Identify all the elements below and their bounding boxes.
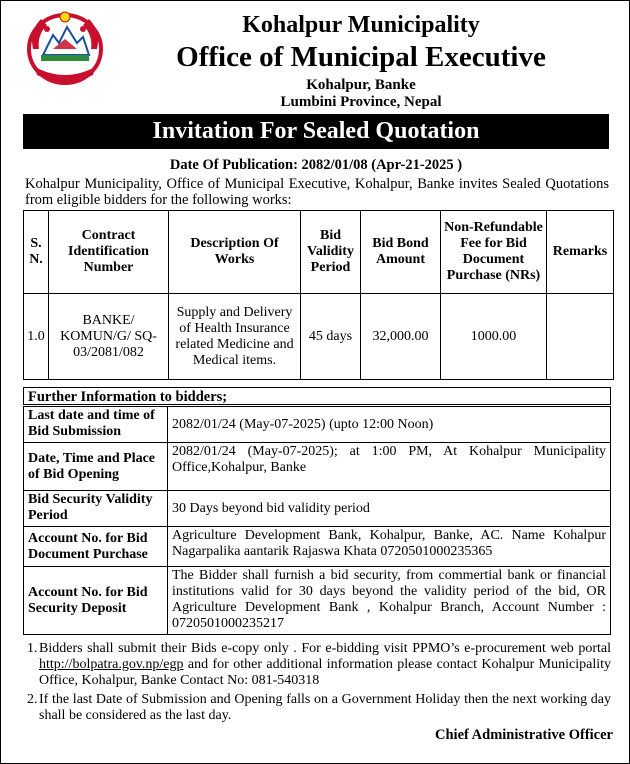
info-value: 30 Days beyond bid validity period — [168, 491, 611, 527]
info-row-submission — [24, 407, 611, 443]
info-label: Account No. for Bid Document Purchase — [24, 527, 168, 567]
table-row — [24, 294, 614, 380]
cell-contract-id: BANKE/ KOMUN/G/ SQ- 03/2081/082 — [49, 294, 169, 380]
info-row-security-validity — [24, 491, 611, 527]
note-text-part: and for other additional information please contact Kohalpur Municipality Office, Kohalpur, Banke Contact No: 081-540318 — [39, 657, 611, 688]
cell-validity: 45 days — [301, 294, 361, 380]
info-row-doc-account — [24, 527, 611, 567]
info-value: 2082/01/24 (May-07-2025) (upto 12:00 Noon) — [168, 407, 611, 443]
info-value: The Bidder shall furnish a bid security, from commertial bank or financial institutions valid for 30 days beyond the validity period of the bid, OR Agriculture Development Bank , Kohalpur Branch, Account Number : 0720501000235217 — [168, 567, 611, 635]
cell-description: Supply and Delivery of Health Insurance related Medicine and Medical items. — [169, 294, 301, 380]
info-value: 2082/01/24 (May-07-2025); at 1:00 PM, At Kohalpur Municipality Office,Kohalpur, Banke — [168, 443, 611, 491]
note-text — [39, 641, 611, 689]
municipality-name: Kohalpur Municipality — [242, 12, 480, 38]
egp-portal-link[interactable]: http://bolpatra.gov.np/egp — [39, 657, 184, 672]
note-item — [27, 692, 611, 724]
publication-date: Date Of Publication: 2082/01/08 (Apr-21-2025 ) — [169, 157, 463, 173]
note-number: 1. — [27, 641, 38, 656]
further-info-heading: Further Information to bidders; — [23, 387, 611, 405]
signatory-title: Chief Administrative Officer — [435, 727, 613, 743]
info-label: Date, Time and Place of Bid Opening — [24, 443, 168, 491]
notes-list — [27, 641, 611, 724]
note-item — [27, 641, 611, 689]
header-fee: Non-Refundable Fee for Bid Document Purchase (NRs) — [441, 211, 547, 294]
info-label: Last date and time of Bid Submission — [24, 407, 168, 443]
note-text-part: Bidders shall submit their Bids e-copy only . For e-bidding visit PPMO’s e-procurement web portal — [39, 641, 611, 656]
info-value: Agriculture Development Bank, Kohalpur, Banke, AC. Name Kohalpur Nagarpalika aantarik Rajaswa Khata 0720501000235365 — [168, 527, 611, 567]
office-name: Office of Municipal Executive — [176, 41, 546, 73]
cell-fee: 1000.00 — [441, 294, 547, 380]
table-header-row — [24, 211, 614, 294]
cell-sn: 1.0 — [24, 294, 49, 380]
info-row-opening — [24, 443, 611, 491]
header-description: Description Of Works — [169, 211, 301, 294]
note-number: 2. — [27, 692, 38, 707]
info-label: Bid Security Validity Period — [24, 491, 168, 527]
nepal-government-emblem-icon — [23, 9, 107, 87]
header-remarks: Remarks — [547, 211, 614, 294]
info-row-security-account — [24, 567, 611, 635]
cell-bond: 32,000.00 — [361, 294, 441, 380]
address-line-2: Lumbini Province, Nepal — [280, 94, 442, 110]
header-sn: S. N. — [24, 211, 49, 294]
info-label: Account No. for Bid Security Deposit — [24, 567, 168, 635]
note-text: If the last Date of Submission and Opening falls on a Government Holiday then the next working day shall be considered as the last day. — [39, 692, 611, 723]
header-contract-id: Contract Identification Number — [49, 211, 169, 294]
notice-title: Invitation For Sealed Quotation — [23, 114, 609, 149]
bid-table — [23, 210, 614, 380]
header-bond: Bid Bond Amount — [361, 211, 441, 294]
cell-remarks — [547, 294, 614, 380]
header-validity: Bid Validity Period — [301, 211, 361, 294]
further-info-table — [23, 406, 611, 635]
intro-paragraph: Kohalpur Municipality, Office of Municipal Executive, Kohalpur, Banke invites Sealed Quotations from eligible bidders for the following works: — [25, 176, 609, 208]
address-line-1: Kohalpur, Banke — [306, 77, 416, 93]
